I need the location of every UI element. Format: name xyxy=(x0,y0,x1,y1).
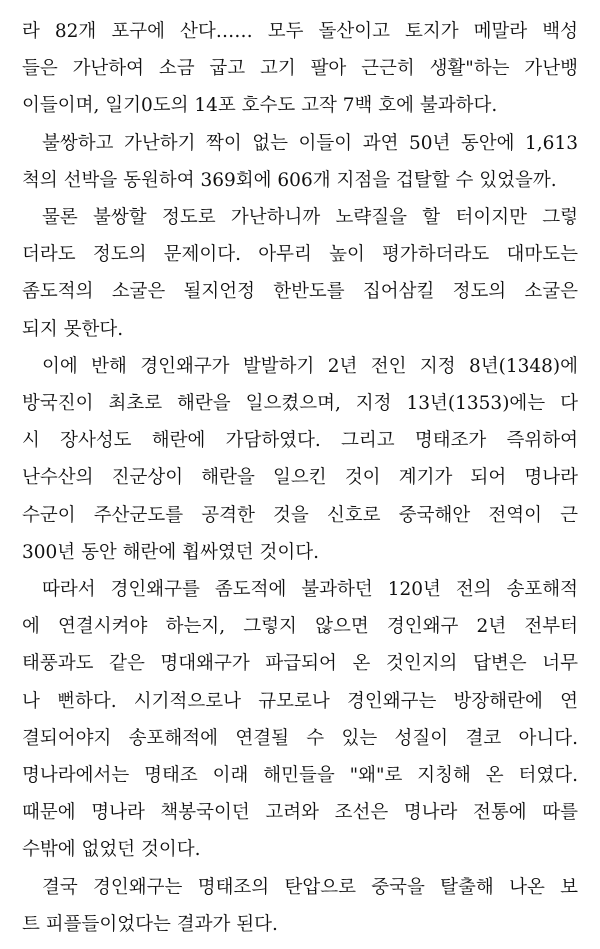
paragraph-first-line: 결국 경인왜구는 명태조의 탄압으로 중국을 탈출해 나온 보 xyxy=(42,876,578,898)
text-line: 라 82개 포구에 산다…… 모두 돌산이고 토지가 메말라 백성 xyxy=(22,21,578,42)
text-line: 더라도 정도의 문제이다. 아무리 높이 평가하더라도 대마도는 xyxy=(22,244,578,266)
paragraph-first-line: 물론 불쌍할 정도로 가난하니까 노략질을 할 터이지만 그렇 xyxy=(42,207,578,228)
text-line: 에 연결시켜야 하는지, 그렇지 않으면 경인왜구 2년 전부터 xyxy=(22,616,578,638)
text-line: 좀도적의 소굴은 될지언정 한반도를 집어삼킬 정도의 소굴은 xyxy=(22,281,578,303)
paragraph-first-line: 따라서 경인왜구를 좀도적에 불과하던 120년 전의 송포해적 xyxy=(42,579,578,600)
text-line: 난수산의 진군상이 해란을 일으킨 것이 계기가 되어 명나라 xyxy=(22,467,578,489)
text-line: 척의 선박을 동원하여 369회에 606개 지점을 겁탈할 수 있었을까. xyxy=(22,169,557,191)
text-line: 시 장사성도 해란에 가담하였다. 그리고 명태조가 즉위하여 xyxy=(22,430,578,452)
text-line: 태풍과도 같은 명대왜구가 파급되어 온 것인지의 답변은 너무 xyxy=(22,653,578,675)
paragraph-first-line: 이에 반해 경인왜구가 발발하기 2년 전인 지정 8년(1348)에 xyxy=(42,355,578,377)
text-line: 이들이며, 일기0도의 14포 호수도 고작 7백 호에 불과하다. xyxy=(22,95,498,117)
text-line: 방국진이 최초로 해란을 일으켰으며, 지정 13년(1353)에는 다 xyxy=(22,393,578,414)
text-line: 명나라에서는 명태조 이래 해민들을 "왜"로 지칭해 온 터였다. xyxy=(22,765,578,786)
text-line: 되지 못한다. xyxy=(22,318,124,340)
text-line: 수군이 주산군도를 공격한 것을 신호로 중국해안 전역이 근 xyxy=(22,504,578,526)
text-line: 300년 동안 해란에 휩싸였던 것이다. xyxy=(22,541,320,563)
text-line: 결되어야지 송포해적에 연결될 수 있는 성질이 결코 아니다. xyxy=(22,727,578,749)
paragraph-first-line: 불쌍하고 가난하기 짝이 없는 이들이 과연 50년 동안에 1,613 xyxy=(42,132,578,154)
text-line: 트 피플들이었다는 결과가 된다. xyxy=(22,913,278,935)
text-line: 때문에 명나라 책봉국이던 고려와 조선은 명나라 전통에 따를 xyxy=(22,802,578,824)
text-line: 수밖에 없었던 것이다. xyxy=(22,839,201,861)
text-line: 들은 가난하여 소금 굽고 고기 팔아 근근히 생활"하는 가난뱅 xyxy=(22,58,578,80)
text-line: 나 뻔하다. 시기적으로나 규모로나 경인왜구는 방장해란에 연 xyxy=(22,690,578,712)
